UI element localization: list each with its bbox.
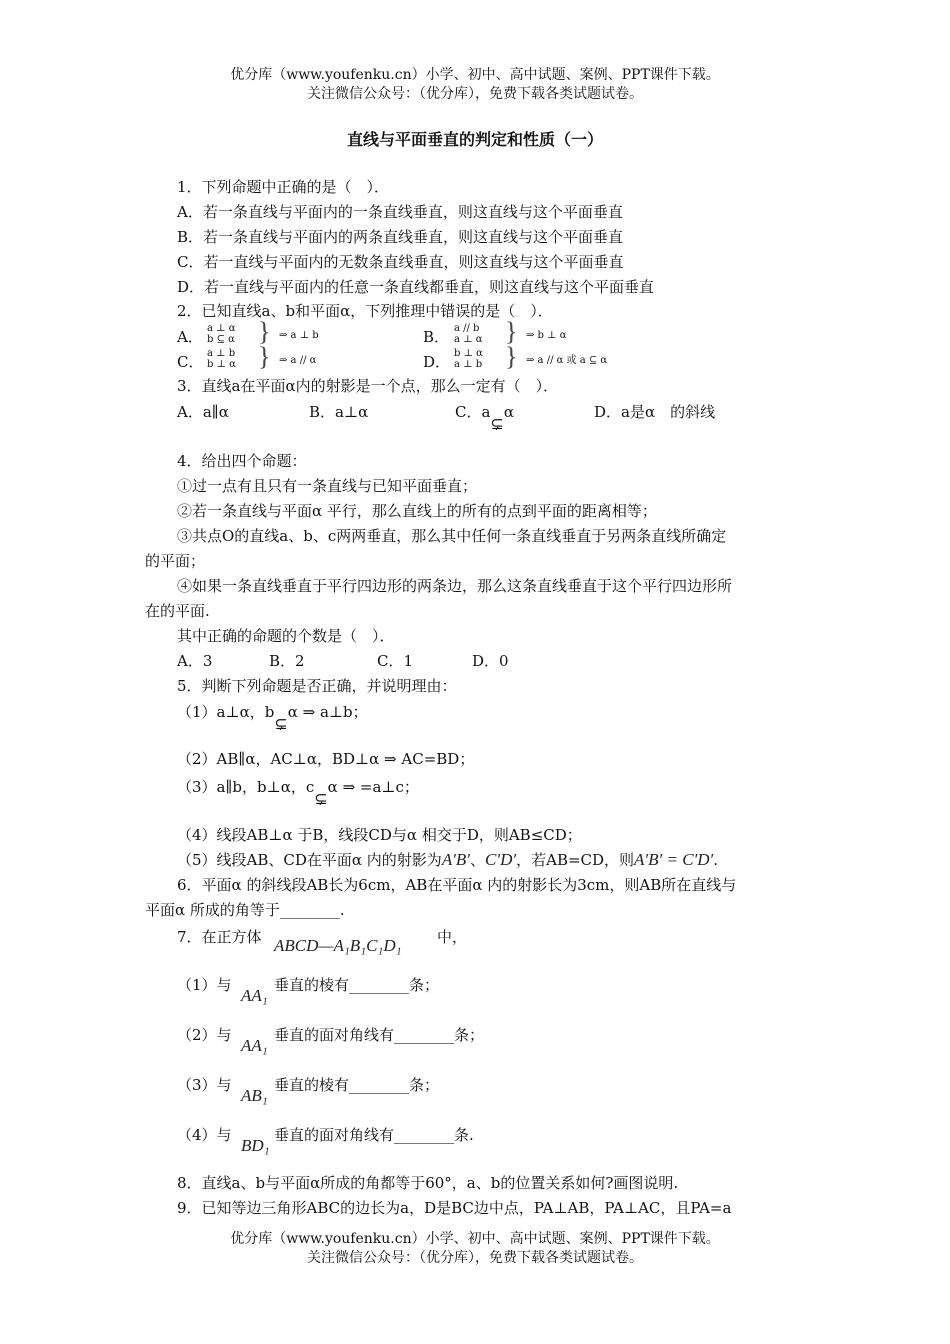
q1-option-a: A．若一条直线与平面内的一条直线垂直，则这直线与这个平面垂直 bbox=[177, 203, 623, 221]
q5-i1-text: （1）a⊥α，b bbox=[177, 703, 275, 721]
q7-sub-3 bbox=[177, 1075, 232, 1095]
q4-proposition-3b: 的平面； bbox=[145, 552, 206, 570]
q2-option-c bbox=[177, 352, 203, 372]
q2-d-result: ⇒ a // α 或 a ⊆ α bbox=[526, 355, 608, 366]
q4-option-c: C．1 bbox=[377, 652, 414, 670]
q1-option-c: C．若一直线与平面内的无数条直线垂直，则这直线与这个平面垂直 bbox=[177, 253, 624, 271]
q7-sub-2 bbox=[177, 1025, 232, 1045]
brace-icon: } bbox=[505, 317, 518, 346]
brace-icon: } bbox=[505, 342, 518, 371]
q3-option-c bbox=[455, 402, 514, 433]
q7-s2-post: 垂直的面对角线有________条； bbox=[274, 1026, 485, 1044]
q2-d-condition-top: b ⊥ α bbox=[454, 348, 483, 359]
q2-d-condition-bottom: a ⊥ b bbox=[454, 359, 483, 370]
q2-c-condition-bottom: b ⊥ α bbox=[207, 359, 236, 370]
q2-a-condition-top: a ⊥ α bbox=[207, 323, 236, 334]
q2-b-condition-top: a // b bbox=[454, 323, 480, 334]
subset-neq-icon: ⊊ bbox=[490, 414, 504, 433]
q3-option-b: B．a⊥α bbox=[309, 403, 369, 421]
header-line-1: 优分库（www.youfenku.cn）小学、初中、高中试题、案例、PPT课件下载。 bbox=[230, 67, 720, 83]
q5-i5-text: （5）线段AB、CD在平面α 内的射影为 bbox=[177, 851, 442, 869]
q5-i5-end: . bbox=[713, 851, 719, 869]
q5-i3-tail: α ⇒ =a⊥c； bbox=[327, 778, 419, 796]
q7-cube-name: ABCD—A₁B₁C₁D₁ bbox=[274, 936, 402, 955]
brace-icon: } bbox=[258, 317, 271, 346]
q7-s4-pre: （4）与 bbox=[177, 1126, 232, 1144]
q4-proposition-2: ②若一条直线与平面α 平行，那么直线上的所有的点到平面的距离相等； bbox=[177, 502, 657, 520]
q9: 9．已知等边三角形ABC的边长为a，D是BC边中点，PA⊥AB，PA⊥AC，且PA=a bbox=[177, 1199, 732, 1217]
q5-i5-mid: ，若AB=CD，则 bbox=[516, 851, 635, 869]
page-title: 直线与平面垂直的判定和性质（一） bbox=[346, 130, 603, 149]
q5-item-1 bbox=[177, 702, 368, 733]
q2-option-d bbox=[423, 352, 450, 372]
q2-c-result: ⇒ a // α bbox=[279, 355, 317, 366]
q5-item-4: （4）线段AB⊥α 于B，线段CD与α 相交于D，则AB≤CD； bbox=[177, 826, 582, 844]
math-equation: A′B′ = C′D′ bbox=[634, 850, 714, 869]
q7-s2-math: AA₁ bbox=[241, 1036, 268, 1055]
q8: 8．直线a、b与平面α所成的角都等于60°，a、b的位置关系如何?画图说明. bbox=[177, 1174, 679, 1192]
q2-a-condition-bottom: b ⊆ α bbox=[207, 334, 235, 345]
q1-option-d: D．若一直线与平面内的任意一条直线都垂直，则这直线与这个平面垂直 bbox=[177, 278, 655, 296]
q6-line-2: 平面α 所成的角等于________. bbox=[145, 901, 345, 919]
q5-item-5 bbox=[177, 850, 718, 870]
q7-sub-1 bbox=[177, 975, 232, 995]
q4-option-a: A．3 bbox=[177, 652, 213, 670]
brace-icon: } bbox=[258, 342, 271, 371]
q4-proposition-4a: ④如果一条直线垂直于平行四边形的两条边，那么这条直线垂直于这个平行四边形所 bbox=[177, 577, 733, 595]
footer-line-1: 优分库（www.youfenku.cn）小学、初中、高中试题、案例、PPT课件下载。 bbox=[230, 1231, 720, 1247]
q7-s1-pre: （1）与 bbox=[177, 976, 232, 994]
q1-stem: 1．下列命题中正确的是（ ）． bbox=[177, 178, 390, 196]
q2-b-condition-bottom: a ⊥ α bbox=[454, 334, 483, 345]
q7-s3-pre: （3）与 bbox=[177, 1076, 232, 1094]
q5-stem: 5．判断下列命题是否正确，并说明理由： bbox=[177, 677, 457, 695]
option-label: C． bbox=[177, 353, 204, 371]
q1-option-b: B．若一条直线与平面内的两条直线垂直，则这直线与这个平面垂直 bbox=[177, 228, 624, 246]
q7-s1-post: 垂直的棱有________条； bbox=[274, 976, 440, 994]
q7-s4-math: BD₁ bbox=[241, 1136, 270, 1155]
q4-option-b: B．2 bbox=[269, 652, 305, 670]
q4-proposition-4b: 在的平面. bbox=[145, 602, 210, 620]
q7-s3-post: 垂直的棱有________条； bbox=[274, 1076, 440, 1094]
q4-proposition-3a: ③共点O的直线a、b、c两两垂直，那么其中任何一条直线垂直于另两条直线所确定 bbox=[177, 527, 727, 545]
q4-option-d: D．0 bbox=[472, 652, 509, 670]
q2-c-condition-top: a ⊥ b bbox=[207, 348, 236, 359]
q7-stem: 7．在正方体 bbox=[177, 928, 262, 946]
q3-c-tail: α bbox=[503, 403, 514, 421]
q2-option-b bbox=[423, 327, 449, 347]
subset-neq-icon: ⊊ bbox=[314, 789, 328, 808]
q3-option-a: A．a∥α bbox=[177, 403, 229, 421]
q5-i3-text: （3）a∥b，b⊥α，c bbox=[177, 778, 315, 796]
q4-stem: 4．给出四个命题： bbox=[177, 452, 307, 470]
q3-stem: 3．直线a在平面α内的射影是一个点，那么一定有（ ）． bbox=[177, 377, 559, 395]
q2-a-result: ⇒ a ⊥ b bbox=[279, 330, 319, 341]
subset-neq-icon: ⊊ bbox=[274, 714, 288, 733]
option-label: A． bbox=[177, 328, 203, 346]
math-projection-ab: A′B′ bbox=[441, 850, 471, 869]
q7-s2-pre: （2）与 bbox=[177, 1026, 232, 1044]
q7-s1-math: AA₁ bbox=[241, 986, 268, 1005]
q4-ask: 其中正确的命题的个数是（ ）． bbox=[177, 627, 395, 645]
q3-c-text: C．a bbox=[455, 403, 491, 421]
option-label: D． bbox=[423, 353, 451, 371]
header-line-2: 关注微信公众号：（优分库），免费下载各类试题试卷。 bbox=[307, 86, 643, 102]
q2-stem: 2．已知直线a、b和平面α，下列推理中错误的是（ ）． bbox=[177, 302, 553, 320]
q6-line-1: 6．平面α 的斜线段AB长为6cm，AB在平面α 内的射影长为3cm，则AB所在直线与 bbox=[177, 876, 737, 894]
q7-sub-4 bbox=[177, 1125, 232, 1145]
q7-s4-post: 垂直的面对角线有________条. bbox=[274, 1126, 474, 1144]
footer-line-2: 关注微信公众号：（优分库），免费下载各类试题试卷。 bbox=[307, 1250, 643, 1266]
q5-item-3 bbox=[177, 777, 419, 808]
q3-option-d: D．a是α 的斜线 bbox=[594, 403, 716, 421]
q5-i1-tail: α ⇒ a⊥b； bbox=[287, 703, 368, 721]
math-projection-cd: C′D′ bbox=[485, 850, 517, 869]
q2-option-a bbox=[177, 327, 203, 347]
option-label: B． bbox=[423, 328, 450, 346]
q5-item-2: （2）AB∥α，AC⊥α，BD⊥α ⇒ AC=BD； bbox=[177, 750, 475, 768]
q2-b-result: ⇒ b ⊥ α bbox=[526, 330, 567, 341]
q4-proposition-1: ①过一点有且只有一条直线与已知平面垂直； bbox=[177, 477, 478, 495]
q5-i5-sep: 、 bbox=[470, 851, 486, 869]
q7-stem-end: 中， bbox=[437, 928, 468, 946]
q7-s3-math: AB₁ bbox=[241, 1086, 268, 1105]
